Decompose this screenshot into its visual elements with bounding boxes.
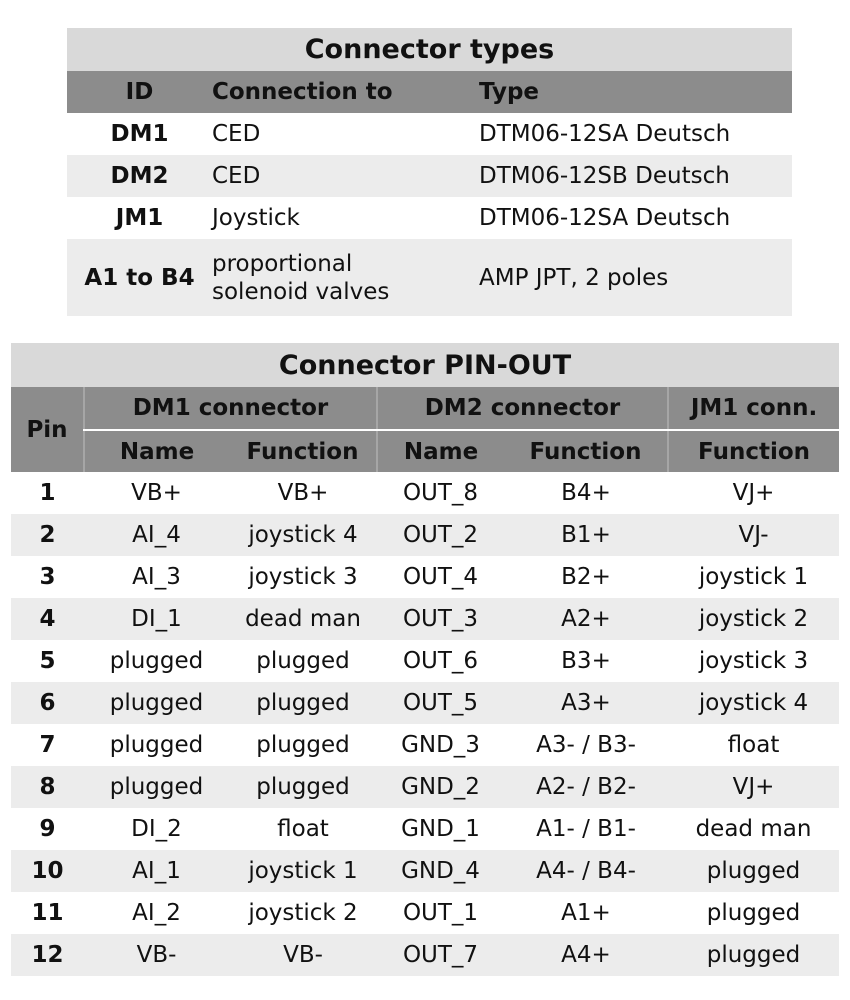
connection-to: CED	[212, 155, 479, 197]
dm2-name: GND_1	[401, 816, 480, 842]
header-dm1-function: Function	[229, 430, 377, 472]
jm1-function: VJ+	[668, 766, 839, 808]
pin-number: 6	[11, 682, 84, 724]
dm2-function: A1- / B1-	[536, 816, 636, 842]
connector-type: DTM06-12SA Deutsch	[479, 121, 731, 147]
connector-id: JM1	[115, 205, 164, 231]
dm2-function: A4- / B4-	[504, 850, 668, 892]
header-dm2-connector: DM2 connector	[377, 387, 668, 430]
pin-number: 4	[11, 598, 84, 640]
jm1-function: joystick 4	[668, 682, 839, 724]
pin-number: 12	[11, 934, 84, 976]
jm1-function: joystick 1	[698, 564, 809, 590]
dm2-name: GND_3	[401, 732, 480, 758]
pin-number: 2	[11, 514, 84, 556]
dm2-function: B1+	[504, 514, 668, 556]
dm1-name: plugged	[84, 682, 229, 724]
table-row	[11, 892, 839, 934]
pinout-table	[11, 343, 839, 976]
table-row	[11, 472, 839, 514]
pin-number: 9	[39, 816, 56, 842]
connector-types-title-row	[67, 28, 792, 71]
dm1-name: DI_1	[84, 598, 229, 640]
connection-to: Joystick	[212, 205, 300, 231]
dm2-function: A2+	[504, 598, 668, 640]
jm1-function: dead man	[695, 816, 812, 842]
table-row	[11, 808, 839, 850]
dm1-function: plugged	[256, 732, 350, 758]
connector-type: AMP JPT, 2 poles	[479, 239, 792, 316]
dm1-name: plugged	[84, 766, 229, 808]
pin-number: 8	[11, 766, 84, 808]
table-row	[67, 113, 792, 155]
connector-id: DM1	[110, 121, 169, 147]
pinout-body	[11, 472, 839, 976]
header-dm1-name: Name	[84, 430, 229, 472]
pin-number: 5	[39, 648, 56, 674]
table-row	[11, 850, 839, 892]
dm2-function: A3- / B3-	[536, 732, 636, 758]
dm2-function: B4+	[561, 480, 611, 506]
pin-number: 10	[11, 850, 84, 892]
table-row	[11, 640, 839, 682]
connection-to-line-1: proportional	[212, 250, 353, 277]
connector-types-title: Connector types	[67, 28, 792, 71]
header-dm2-name: Name	[377, 430, 504, 472]
dm2-name: OUT_3	[377, 598, 504, 640]
table-row	[11, 724, 839, 766]
dm2-name: OUT_5	[377, 682, 504, 724]
connection-to: CED	[212, 121, 261, 147]
connection-to	[212, 239, 479, 316]
header-jm1-connector: JM1 conn.	[668, 387, 839, 430]
jm1-function: joystick 3	[698, 648, 809, 674]
dm2-function: A2- / B2-	[504, 766, 668, 808]
connector-types-header-row	[67, 71, 792, 113]
jm1-function: float	[727, 732, 780, 758]
jm1-function: plugged	[706, 900, 801, 926]
pinout-title-row	[11, 343, 839, 387]
header-pin: Pin	[11, 387, 84, 472]
dm2-name: OUT_2	[377, 514, 504, 556]
dm2-name: OUT_6	[402, 648, 479, 674]
dm1-function: float	[277, 816, 329, 842]
dm1-name: VB-	[84, 934, 229, 976]
connector-type: DTM06-12SA Deutsch	[479, 205, 731, 231]
jm1-function: VJ-	[668, 514, 839, 556]
table-row	[11, 514, 839, 556]
dm1-name: plugged	[109, 732, 204, 758]
dm1-function: plugged	[229, 682, 377, 724]
table-row	[67, 239, 792, 316]
dm1-function: joystick 1	[229, 850, 377, 892]
dm2-name: GND_4	[377, 850, 504, 892]
dm1-function: dead man	[229, 598, 377, 640]
table-row	[67, 197, 792, 239]
connector-type: DTM06-12SB Deutsch	[479, 155, 792, 197]
dm2-name: OUT_1	[402, 900, 479, 926]
header-id: ID	[67, 71, 212, 113]
connector-types-table	[67, 28, 792, 316]
pinout-group-header-row	[11, 387, 839, 430]
dm1-function: plugged	[256, 648, 350, 674]
dm1-name: AI_3	[132, 564, 181, 590]
dm1-function: VB+	[277, 480, 329, 506]
table-row	[11, 934, 839, 976]
table-row	[67, 155, 792, 197]
dm1-name: VB+	[131, 480, 182, 506]
dm1-function: joystick 2	[248, 900, 358, 926]
dm1-name: DI_2	[131, 816, 182, 842]
pinout-title: Connector PIN-OUT	[11, 343, 839, 387]
table-row	[11, 766, 839, 808]
header-connection: Connection to	[212, 71, 479, 113]
dm2-function: A3+	[504, 682, 668, 724]
header-dm1-connector: DM1 connector	[84, 387, 377, 430]
dm2-name: OUT_8	[402, 480, 479, 506]
dm2-name: OUT_4	[402, 564, 479, 590]
pin-number: 3	[39, 564, 56, 590]
pinout-sub-header-row	[11, 430, 839, 472]
pin-number: 1	[39, 480, 56, 506]
table-row	[11, 556, 839, 598]
dm1-function: plugged	[229, 766, 377, 808]
connection-to-line-2: solenoid valves	[212, 278, 390, 305]
header-type: Type	[479, 71, 792, 113]
jm1-function: plugged	[668, 850, 839, 892]
header-dm2-function: Function	[504, 430, 668, 472]
jm1-function: VJ+	[732, 480, 775, 506]
pin-number: 11	[31, 900, 64, 926]
dm2-function: B3+	[561, 648, 611, 674]
dm1-function: VB-	[229, 934, 377, 976]
dm1-function: joystick 4	[229, 514, 377, 556]
dm1-name: AI_4	[84, 514, 229, 556]
dm1-name: AI_1	[84, 850, 229, 892]
dm1-name: plugged	[109, 648, 204, 674]
connector-id: A1 to B4	[67, 239, 212, 316]
dm2-name: GND_2	[377, 766, 504, 808]
dm1-function: joystick 3	[248, 564, 358, 590]
table-row	[11, 598, 839, 640]
jm1-function: plugged	[668, 934, 839, 976]
pin-number: 7	[39, 732, 56, 758]
header-jm1-function: Function	[668, 430, 839, 472]
connector-id: DM2	[67, 155, 212, 197]
dm2-function: A1+	[561, 900, 611, 926]
dm2-name: OUT_7	[377, 934, 504, 976]
table-row	[11, 682, 839, 724]
jm1-function: joystick 2	[668, 598, 839, 640]
dm2-function: A4+	[504, 934, 668, 976]
dm2-function: B2+	[561, 564, 611, 590]
dm1-name: AI_2	[132, 900, 181, 926]
